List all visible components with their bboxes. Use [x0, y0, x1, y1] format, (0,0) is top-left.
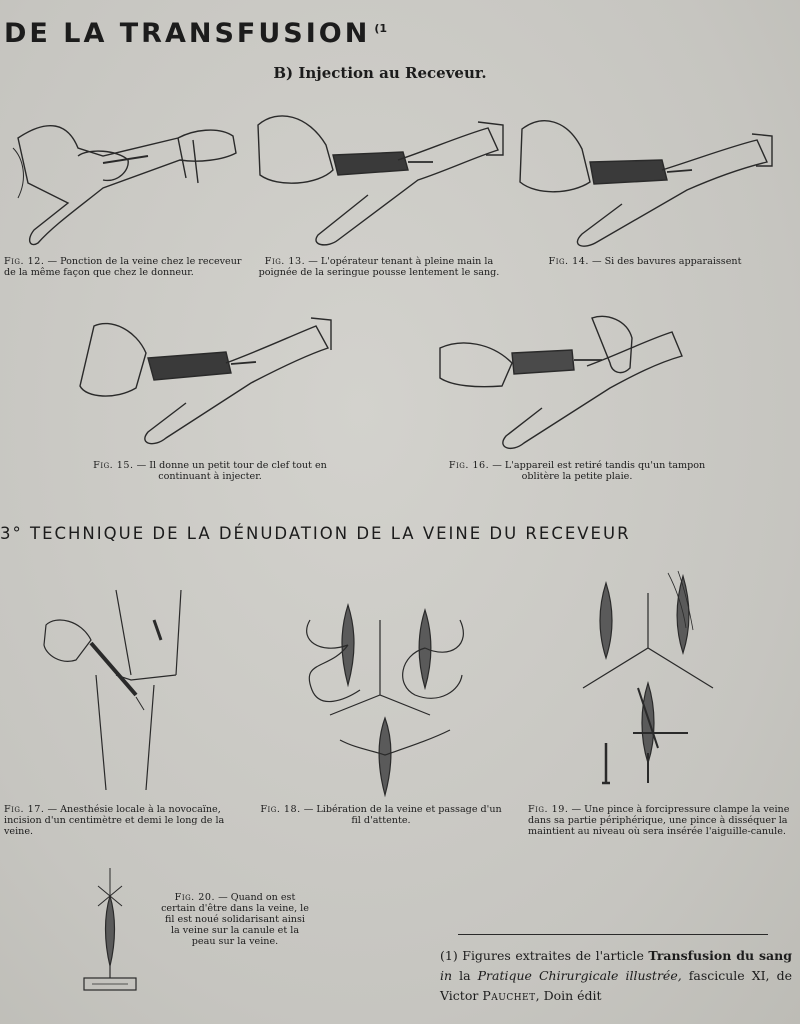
figure-18-caption-text: — Libération de la veine et passage d'un fil d'attente. — [303, 804, 502, 826]
section-b-subtitle: B) Injection au Receveur. — [273, 64, 487, 82]
footnote-article-title: Transfusion du sang — [648, 948, 792, 963]
figure-19-label: Fig. 19. — [528, 804, 569, 815]
figure-15-label: Fig. 15. — [93, 460, 134, 471]
figure-19-illustration — [568, 568, 748, 793]
figure-12-caption-text: — Ponction de la veine chez le receveur de la même façon que chez le donneur. — [4, 256, 242, 278]
figure-12-illustration — [8, 108, 243, 253]
figure-15-caption-text: — Il donne un petit tour de clef tout en continuant à injecter. — [136, 460, 327, 482]
figure-14-label: Fig. 14. — [548, 256, 589, 267]
footnote-author: Pauchet — [482, 988, 536, 1003]
page-title — [4, 18, 387, 49]
footnote-la: la — [459, 968, 471, 983]
figure-15-caption — [70, 460, 350, 482]
figure-17-caption — [4, 804, 240, 837]
figure-18-label: Fig. 18. — [260, 804, 301, 815]
figure-13-caption-text: — L'opérateur tenant à pleine main la poignée de la seringue pousse lentement le sang. — [258, 256, 500, 278]
figure-16-illustration — [432, 308, 694, 458]
section-3-heading: 3° TECHNIQUE DE LA DÉNUDATION DE LA VEINE DU RECEVEUR — [0, 524, 631, 543]
figure-20-caption — [160, 892, 310, 947]
figure-19-caption-text: — Une pince à forcipressure clampe la veine dans sa partie périphérique, une pince à disséquer la maintient au niveau où sera insérée l'aiguille-canule. — [528, 804, 790, 837]
figure-16-caption-text: — L'appareil est retiré tandis qu'un tampon oblitère la petite plaie. — [492, 460, 706, 482]
footnote-rest: fascicule XI, de Victor — [440, 968, 792, 1003]
figure-14-caption — [530, 256, 760, 267]
figure-20-label: Fig. 20. — [174, 892, 216, 903]
figure-14-caption-text: — Si des bavures apparaissent — [591, 256, 742, 267]
figure-14-illustration — [512, 104, 777, 254]
figure-17-caption-text: — Anesthésie locale à la novocaïne, incision d'un centimètre et demi le long de la veine. — [4, 804, 225, 837]
figure-12-caption — [4, 256, 248, 278]
figure-13-illustration — [248, 100, 508, 255]
figure-16-caption — [432, 460, 722, 482]
figure-18-illustration — [300, 600, 470, 800]
footnote-rule — [458, 934, 768, 935]
footnote-in: in — [440, 968, 453, 983]
figure-17-illustration — [36, 585, 196, 795]
figure-13-label: Fig. 13. — [264, 256, 306, 267]
page-title-text: DE LA TRANSFUSION — [4, 18, 371, 49]
figure-12-label: Fig. 12. — [4, 256, 45, 267]
figure-17-label: Fig. 17. — [4, 804, 45, 815]
footnote-publisher: , Doin édit — [535, 988, 602, 1003]
figure-15-illustration — [76, 308, 338, 458]
footnote-publication: Pratique Chirurgicale illustrée, — [477, 968, 682, 983]
figure-20-illustration — [78, 866, 148, 996]
figure-19-caption — [528, 804, 790, 837]
figure-13-caption — [256, 256, 502, 278]
footnote — [440, 946, 792, 1006]
footnote-marker: (1) Figures extraites de l'article — [440, 948, 644, 963]
figure-20-caption-text: — Quand on est certain d'être dans la veine, le fil est noué solidarisant ainsi la veine sur la canule et la peau sur la veine. — [161, 892, 309, 947]
figure-16-label: Fig. 16. — [448, 460, 490, 471]
figure-18-caption — [258, 804, 504, 826]
title-note-marker: (1 — [374, 22, 387, 35]
